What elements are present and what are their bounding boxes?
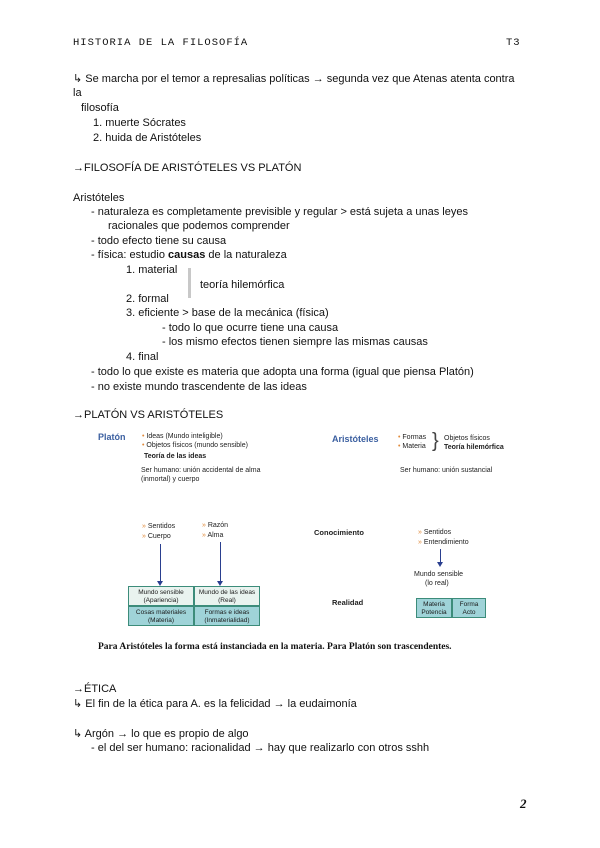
arrow-down-icon bbox=[160, 544, 161, 582]
bracket-divider bbox=[188, 268, 191, 298]
page-number: 2 bbox=[520, 796, 527, 811]
aristoteles-item: • Formas bbox=[398, 434, 427, 441]
cause-item: 1. material bbox=[126, 264, 178, 276]
list-item-wrap: racionales que podemos comprender bbox=[108, 220, 290, 232]
platon-item: • Objetos físicos (mundo sensible) bbox=[142, 442, 248, 449]
list-item bbox=[91, 248, 287, 262]
arrow-head-icon bbox=[437, 562, 443, 567]
aristoteles-result: Objetos físicos bbox=[444, 435, 490, 442]
list-item: - todo efecto tiene su causa bbox=[91, 235, 227, 247]
list-item-text: - física: estudio bbox=[91, 249, 169, 261]
aristoteles-item: • Materia bbox=[398, 443, 426, 450]
brace-icon: } bbox=[432, 430, 439, 452]
section-heading: →PLATÓN VS ARISTÓTELES bbox=[73, 409, 224, 421]
bullet-icon: • bbox=[142, 433, 147, 440]
row-label-realidad: Realidad bbox=[332, 598, 364, 607]
platon-title: Platón bbox=[98, 432, 126, 442]
intro-line-wrap: la bbox=[73, 87, 82, 99]
list-item: - todo lo que existe es materia que adopta una forma (igual que piensa Platón) bbox=[91, 366, 474, 378]
table-cell: Cosas materiales (Materia) bbox=[128, 606, 194, 626]
platon-knowledge-item: » Razón bbox=[202, 522, 229, 529]
list-item-text: de la naturaleza bbox=[205, 249, 287, 261]
table-cell: Forma Acto bbox=[452, 598, 486, 618]
cause-item: 4. final bbox=[126, 351, 159, 363]
document-header-code: T3 bbox=[506, 37, 521, 49]
sub-item: - los mismo efectos tienen siempre las mismas causas bbox=[162, 336, 428, 348]
arrow-down-icon bbox=[220, 542, 221, 582]
bullet-icon: • bbox=[398, 443, 403, 450]
section-subject: Aristóteles bbox=[73, 192, 125, 204]
platon-human: Ser humano: unión accidental de alma bbox=[141, 467, 261, 474]
hylomorphic-label: teoría hilemórfica bbox=[200, 279, 285, 291]
bullet-icon: » bbox=[202, 532, 208, 539]
aristoteles-knowledge-item: » Sentidos bbox=[418, 529, 452, 536]
platon-knowledge-item: » Alma bbox=[202, 532, 224, 539]
aristoteles-theory: Teoría hilemórfica bbox=[444, 444, 504, 451]
bullet-icon: » bbox=[142, 533, 148, 540]
cause-item: 3. eficiente > base de la mecánica (física) bbox=[126, 307, 329, 319]
comparison-figure bbox=[86, 424, 526, 664]
platon-knowledge-item: » Cuerpo bbox=[142, 533, 171, 540]
arrow-down-icon bbox=[440, 549, 441, 563]
figure-caption: Para Aristóteles la forma está instanciada en la materia. Para Platón son trascendentes. bbox=[98, 642, 452, 652]
row-label-conocimiento: Conocimiento bbox=[314, 528, 364, 537]
aristoteles-knowledge-item: » Entendimiento bbox=[418, 539, 469, 546]
table-cell: Mundo de las ideas (Real) bbox=[194, 586, 260, 606]
section-heading: →ÉTICA bbox=[73, 683, 117, 695]
section-heading: →FILOSOFÍA DE ARISTÓTELES VS PLATÓN bbox=[73, 162, 302, 174]
bullet-icon: • bbox=[142, 442, 147, 449]
bullet-icon: » bbox=[142, 523, 148, 530]
table-cell: Materia Potencia bbox=[416, 598, 452, 618]
document-header-title: HISTORIA DE LA FILOSOFÍA bbox=[73, 37, 249, 49]
intro-line: ↳ Se marcha por el temor a represalias políticas → segunda vez que Atenas atenta contra bbox=[73, 73, 515, 85]
table-cell: Formas e ideas (Inmaterialidad) bbox=[194, 606, 260, 626]
ethics-line: ↳ Argón → lo que es propio de algo bbox=[73, 728, 249, 740]
bullet-icon: • bbox=[398, 434, 403, 441]
sub-item: - todo lo que ocurre tiene una causa bbox=[162, 322, 339, 334]
bullet-icon: » bbox=[418, 529, 424, 536]
list-item: - no existe mundo trascendente de las ideas bbox=[91, 381, 307, 393]
list-item-emphasis: causas bbox=[168, 249, 206, 261]
list-item: - el del ser humano: racionalidad → hay que realizarlo con otros sshh bbox=[91, 742, 430, 754]
bullet-icon: » bbox=[202, 522, 208, 529]
platon-theory: Teoría de las ideas bbox=[144, 453, 207, 460]
intro-line: filosofía bbox=[81, 102, 119, 114]
cause-item: 2. formal bbox=[126, 293, 169, 305]
list-item: - naturaleza es completamente previsible y regular > está sujeta a unas leyes bbox=[91, 206, 468, 218]
platon-knowledge-item: » Sentidos bbox=[142, 523, 176, 530]
aristoteles-world: Mundo sensible bbox=[414, 571, 464, 578]
aristoteles-human: Ser humano: unión sustancial bbox=[400, 467, 493, 474]
list-item: 2. huida de Aristóteles bbox=[93, 132, 202, 144]
list-item: 1. muerte Sócrates bbox=[93, 117, 186, 129]
aristoteles-world: (lo real) bbox=[425, 580, 449, 587]
aristoteles-title: Aristóteles bbox=[332, 434, 379, 444]
ethics-line: ↳ El fin de la ética para A. es la felicidad → la eudaimonía bbox=[73, 698, 357, 710]
bullet-icon: » bbox=[418, 539, 424, 546]
platon-human: (inmortal) y cuerpo bbox=[141, 476, 200, 483]
platon-item: • Ideas (Mundo inteligible) bbox=[142, 433, 223, 440]
table-cell: Mundo sensible (Apariencia) bbox=[128, 586, 194, 606]
